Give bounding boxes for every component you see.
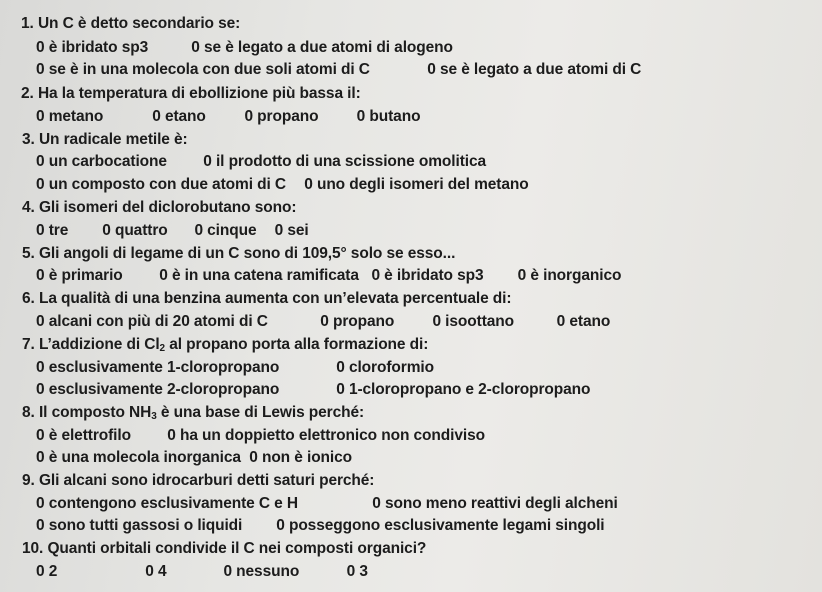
option-4c[interactable]: 0 cinque — [194, 222, 257, 239]
question-text: Gli alcani sono idrocarburi detti saturi perché: — [38, 472, 375, 489]
option-line — [36, 380, 590, 400]
option-10a[interactable]: 0 2 — [36, 563, 58, 580]
option-line — [36, 175, 529, 195]
question-text: Quanti orbitali condivide il C nei composti organici? — [47, 540, 427, 557]
question-text: Il composto $NH_3$ è una base di Lewis perché: — [38, 404, 365, 422]
option-line — [36, 60, 641, 80]
option-4a[interactable]: 0 tre — [36, 222, 69, 239]
question-3 — [22, 130, 188, 150]
question-10 — [22, 539, 426, 559]
option-10d[interactable]: 0 3 — [346, 563, 368, 580]
option-line — [36, 494, 618, 514]
option-7d[interactable]: 0 1-cloropropano e 2-cloropropano — [336, 381, 591, 398]
question-4 — [22, 198, 296, 218]
option-9b[interactable]: 0 sono meno reattivi degli alcheni — [372, 495, 618, 512]
option-8a[interactable]: 0 è elettrofilo — [36, 427, 131, 444]
option-3b[interactable]: 0 il prodotto di una scissione omolitica — [203, 153, 487, 170]
question-number: 3. — [22, 131, 35, 148]
option-2d[interactable]: 0 butano — [356, 108, 421, 125]
question-number: 9. — [22, 472, 35, 489]
question-9 — [22, 471, 374, 491]
question-6 — [22, 289, 511, 309]
question-number: 7. — [22, 336, 35, 353]
question-text: Gli angoli di legame di un C sono di 109,5° solo se esso... — [38, 245, 456, 262]
option-6c[interactable]: 0 isoottano — [432, 313, 515, 330]
option-3a[interactable]: 0 un carbocatione — [36, 153, 167, 170]
option-6d[interactable]: 0 etano — [556, 313, 611, 330]
question-text: Un C è detto secondario se: — [37, 15, 241, 32]
option-6a[interactable]: 0 alcani con più di 20 atomi di C — [36, 313, 268, 330]
option-line — [36, 358, 434, 378]
question-number: 4. — [22, 199, 35, 216]
option-1a[interactable]: 0 è ibridato sp3 — [36, 39, 149, 56]
question-number: 5. — [22, 245, 35, 262]
option-line — [36, 516, 605, 536]
question-number: 6. — [22, 290, 35, 307]
question-7 — [22, 335, 428, 355]
option-4b[interactable]: 0 quattro — [102, 222, 168, 239]
option-9a[interactable]: 0 contengono esclusivamente C e H — [36, 495, 298, 512]
question-5 — [22, 244, 455, 264]
option-7b[interactable]: 0 cloroformio — [336, 359, 434, 376]
option-9c[interactable]: 0 sono tutti gassosi o liquidi — [36, 517, 243, 534]
question-number: 8. — [22, 404, 35, 421]
option-line — [36, 426, 485, 446]
option-5d[interactable]: 0 è inorganico — [517, 267, 622, 284]
question-8 — [22, 403, 364, 423]
option-5b[interactable]: 0 è in una catena ramificata — [159, 267, 359, 284]
option-10c[interactable]: 0 nessuno — [223, 563, 300, 580]
option-5a[interactable]: 0 è primario — [36, 267, 123, 284]
question-text: Ha la temperatura di ebollizione più bassa il: — [37, 85, 361, 102]
option-line — [36, 221, 309, 241]
question-number: 2. — [21, 85, 34, 102]
option-8d[interactable]: 0 non è ionico — [249, 449, 353, 466]
question-text: Un radicale metile è: — [38, 131, 188, 148]
question-number: 1. — [21, 15, 34, 32]
option-line — [36, 448, 352, 468]
option-3d[interactable]: 0 uno degli isomeri del metano — [304, 176, 529, 193]
question-text: L’addizione di $Cl_2$ al propano porta alla formazione di: — [38, 336, 429, 354]
option-2c[interactable]: 0 propano — [244, 108, 319, 125]
question-text: La qualità di una benzina aumenta con un’elevata percentuale di: — [38, 290, 512, 307]
option-9d[interactable]: 0 posseggono esclusivamente legami singoli — [276, 517, 605, 534]
question-number: 10. — [22, 540, 44, 557]
option-4d[interactable]: 0 sei — [274, 222, 309, 239]
option-line — [36, 562, 368, 582]
question-1 — [21, 14, 240, 34]
option-3c[interactable]: 0 un composto con due atomi di C — [36, 176, 286, 193]
option-7a[interactable]: 0 esclusivamente 1-cloropropano — [36, 359, 280, 376]
option-line — [36, 107, 420, 127]
option-7c[interactable]: 0 esclusivamente 2-cloropropano — [36, 381, 280, 398]
option-2b[interactable]: 0 etano — [152, 108, 206, 125]
option-1b[interactable]: 0 se è legato a due atomi di alogeno — [191, 39, 453, 56]
option-2a[interactable]: 0 metano — [36, 108, 104, 125]
option-line — [36, 152, 486, 172]
question-text: Gli isomeri del diclorobutano sono: — [38, 199, 297, 216]
option-8c[interactable]: 0 è una molecola inorganica — [36, 449, 241, 466]
option-6b[interactable]: 0 propano — [320, 313, 395, 330]
option-1d[interactable]: 0 se è legato a due atomi di C — [427, 61, 642, 78]
option-5c[interactable]: 0 è ibridato sp3 — [371, 267, 484, 284]
option-8b[interactable]: 0 ha un doppietto elettronico non condiviso — [167, 427, 485, 444]
question-2 — [21, 84, 361, 104]
option-line — [36, 38, 453, 58]
option-10b[interactable]: 0 4 — [145, 563, 167, 580]
option-line — [36, 266, 621, 286]
option-line — [36, 312, 610, 332]
option-1c[interactable]: 0 se è in una molecola con due soli atomi di C — [36, 61, 370, 78]
